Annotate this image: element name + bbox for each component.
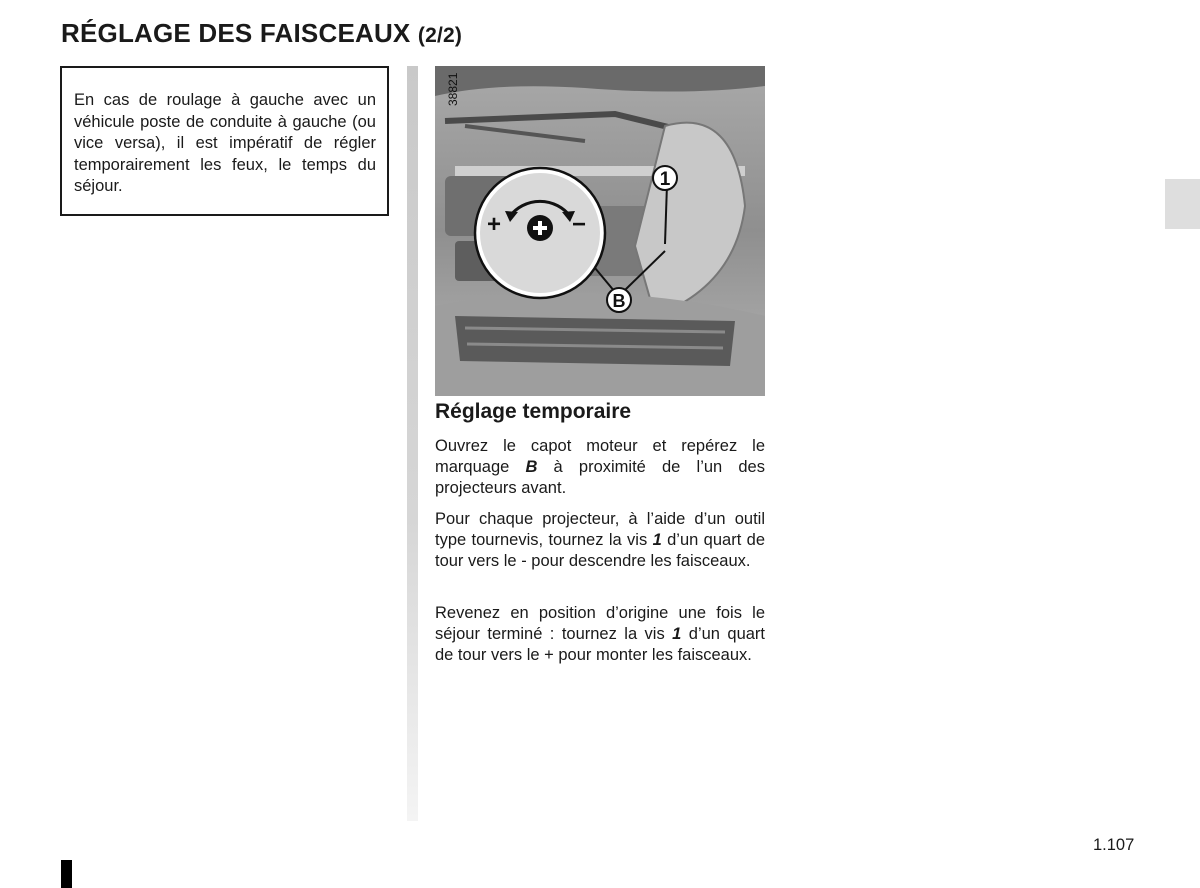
paragraph-1 — [435, 436, 765, 499]
paragraph-2 — [435, 509, 765, 572]
label-b-text: B — [612, 291, 626, 311]
paragraph-3-text-a: Revenez en position d’origine une fois le séjour terminé : tournez la vis — [435, 604, 765, 643]
paragraph-3-text-b: d’un quart de tour vers le + pour monter les faisceaux. — [435, 625, 765, 664]
section-title: Réglage temporaire — [435, 400, 632, 423]
note-box — [60, 66, 389, 216]
paragraph-1-text-b: à proximité de l’un des projecteurs avant. — [435, 458, 765, 497]
plus-symbol: + — [487, 211, 502, 238]
screw-1-ref: 1 — [652, 531, 662, 549]
screw-1-ref: 1 — [672, 625, 682, 643]
chapter-tab — [1165, 179, 1200, 229]
paragraph-3 — [435, 603, 765, 666]
paragraph-1-text-a: Ouvrez le capot moteur et repérez le marquage — [435, 437, 765, 476]
paragraph-2-text-b: d’un quart de tour vers le - pour descendre les faisceaux. — [435, 531, 766, 570]
column-divider — [407, 66, 418, 821]
illustration-svg — [435, 66, 765, 396]
crop-mark — [61, 860, 72, 888]
label-1-text: 1 — [659, 169, 671, 190]
marking-b-ref: B — [525, 458, 538, 476]
minus-symbol: − — [572, 211, 587, 238]
page-title — [61, 18, 462, 49]
page-title-text: RÉGLAGE DES FAISCEAUX — [61, 18, 411, 48]
page-title-part: (2/2) — [417, 24, 463, 47]
note-text: En cas de roulage à gauche avec un véhicule poste de conduite à gauche (ou vice versa), il est impératif de régler temporairement les feux, le temps du séjour. — [74, 91, 376, 195]
figure-ref-number: 38821 — [446, 72, 460, 106]
engine-bay-illustration — [435, 66, 765, 396]
paragraph-2-text-a: Pour chaque projecteur, à l’aide d’un outil type tournevis, tournez la vis — [435, 510, 765, 549]
page-number: 1.107 — [1093, 836, 1135, 854]
